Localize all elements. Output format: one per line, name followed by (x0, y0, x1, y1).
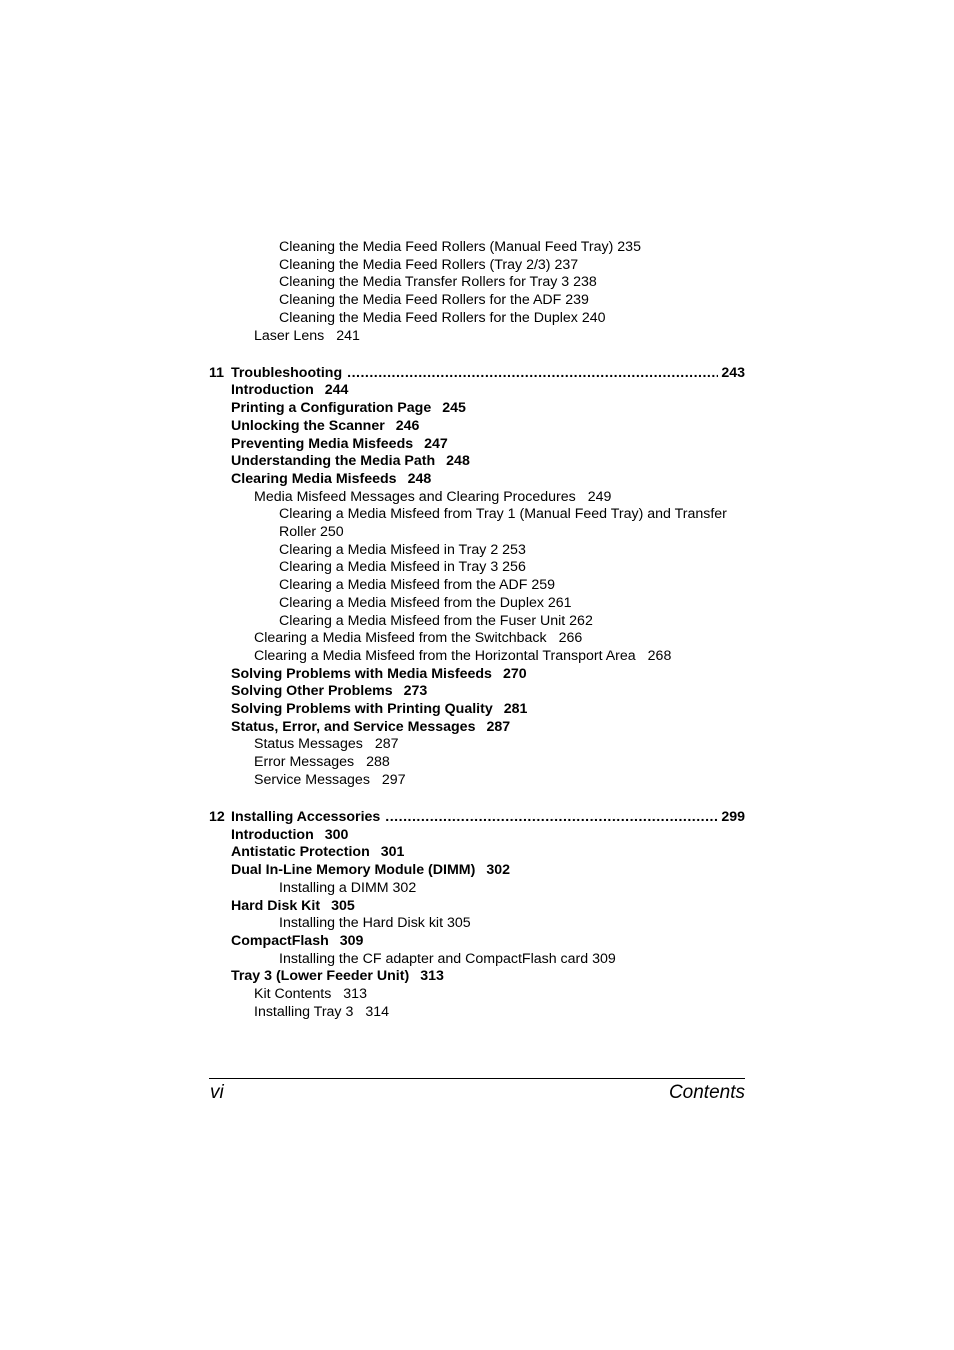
chapter-number: 12 (209, 809, 225, 825)
toc-entry-level-3[interactable] (279, 524, 344, 541)
toc-entry-title: Cleaning the Media Transfer Rollers for Tray 3 238 (279, 274, 597, 291)
toc-entry-page: 273 (403, 683, 428, 700)
toc-entry-level-3[interactable] (279, 595, 572, 612)
toc-entry-title: Cleaning the Media Feed Rollers (Tray 2/3) 237 (279, 256, 579, 273)
toc-entry-level-3[interactable] (279, 542, 526, 559)
footer-rule (209, 1078, 745, 1079)
toc-entry-page: 270 (502, 665, 527, 682)
toc-chapter-heading[interactable] (209, 365, 745, 382)
toc-entry-level-3[interactable] (279, 915, 471, 932)
toc-entry-level-2[interactable] (254, 736, 399, 753)
toc-entry-level-3[interactable] (279, 613, 593, 630)
toc-entry-page: 248 (407, 470, 432, 487)
toc-entry-title: Clearing a Media Misfeed in Tray 2 253 (279, 541, 526, 558)
toc-entry-title: CompactFlash (231, 932, 329, 949)
toc-entry-title: Roller 250 (279, 524, 344, 540)
toc-entry-level-3[interactable] (279, 577, 555, 594)
toc-entry-level-2[interactable] (254, 630, 582, 647)
toc-entry-page: 302 (486, 862, 511, 879)
toc-entry-page: 313 (420, 968, 444, 985)
toc-entry-level-3[interactable] (279, 880, 416, 897)
toc-entry-title: Installing Tray 3 (254, 1003, 354, 1020)
dot-leader (385, 809, 718, 826)
footer-page-number: vi (210, 1082, 224, 1103)
toc-entry-title: Clearing a Media Misfeed from the Duplex 261 (279, 594, 572, 611)
toc-entry-level-1[interactable] (231, 968, 444, 985)
chapter-number: 11 (209, 364, 224, 381)
toc-entry-title: Introduction (231, 826, 314, 843)
toc-entry-title: Clearing Media Misfeeds (231, 470, 397, 487)
toc-entry-title: Clearing a Media Misfeed from the Fuser Unit 262 (279, 612, 593, 629)
toc-entry-title: Installing the CF adapter and CompactFlash card 309 (279, 950, 616, 967)
chapter-title: Installing Accessories (231, 809, 381, 825)
toc-entry-title: Clearing a Media Misfeed from the Horizontal Transport Area (254, 647, 636, 664)
toc-entry-page: 313 (343, 986, 367, 1002)
toc-entry-level-1[interactable] (231, 666, 527, 683)
toc-entry-level-2[interactable] (254, 754, 390, 771)
toc-entry-level-1[interactable] (231, 400, 466, 417)
toc-entry-page: 268 (647, 647, 672, 664)
toc-entry-title: Installing the Hard Disk kit 305 (279, 915, 471, 932)
toc-entry-title: Clearing a Media Misfeed in Tray 3 256 (279, 559, 526, 576)
toc-entry-level-2[interactable] (254, 328, 360, 345)
toc-entry-title: Dual In-Line Memory Module (DIMM) (231, 862, 476, 879)
toc-entry-title: Antistatic Protection (231, 844, 370, 861)
toc-entry-level-3[interactable] (279, 257, 578, 274)
toc-entry-level-3[interactable] (279, 310, 606, 327)
toc-entry-level-2[interactable] (254, 986, 367, 1003)
toc-entry-title: Unlocking the Scanner (231, 417, 385, 434)
toc-entry-level-1[interactable] (231, 844, 404, 861)
toc-entry-title: Clearing a Media Misfeed from the Switchback (254, 630, 547, 647)
toc-entry-level-3[interactable] (279, 274, 597, 291)
toc-entry-page: 249 (587, 488, 612, 505)
toc-entry-level-3[interactable] (279, 559, 526, 576)
toc-entry-level-1[interactable] (231, 471, 431, 488)
toc-entry-title: Cleaning the Media Feed Rollers (Manual Feed Tray) 235 (279, 239, 641, 255)
toc-entry-level-1[interactable] (231, 827, 348, 844)
toc-entry-title: Cleaning the Media Feed Rollers for the ADF 239 (279, 292, 589, 309)
toc-entry-level-1[interactable] (231, 719, 510, 736)
toc-entry-page: 314 (365, 1003, 390, 1020)
toc-entry-page: 247 (424, 435, 448, 452)
toc-entry-title: Preventing Media Misfeeds (231, 435, 414, 452)
toc-entry-level-3[interactable] (279, 292, 589, 309)
toc-entry-title: Installing a DIMM 302 (279, 879, 417, 896)
toc-entry-page: 248 (446, 453, 470, 470)
toc-entry-level-1[interactable] (231, 933, 363, 950)
toc-entry-title: Status Messages (254, 736, 363, 753)
toc-entry-level-1[interactable] (231, 418, 419, 435)
toc-entry-page: 244 (324, 382, 349, 399)
toc-entry-level-2[interactable] (254, 489, 611, 506)
toc-entry-title: Printing a Configuration Page (231, 400, 432, 417)
toc-entry-level-1[interactable] (231, 898, 355, 915)
toc-entry-title: Status, Error, and Service Messages (231, 718, 476, 735)
toc-entry-page: 287 (374, 736, 399, 753)
toc-entry-level-2[interactable] (254, 648, 671, 665)
toc-entry-page: 287 (486, 718, 511, 735)
toc-entry-level-1[interactable] (231, 862, 510, 879)
footer-section-title: Contents (668, 1082, 745, 1103)
toc-entry-level-3[interactable] (279, 951, 616, 968)
chapter-page: 299 (721, 809, 745, 825)
toc-entry-level-1[interactable] (231, 683, 427, 700)
toc-entry-title: Understanding the Media Path (231, 453, 436, 470)
toc-entry-page: 241 (336, 327, 360, 344)
toc-entry-title: Solving Problems with Media Misfeeds (231, 665, 492, 682)
toc-entry-title: Error Messages (254, 754, 355, 771)
toc-entry-title: Hard Disk Kit (231, 897, 321, 914)
toc-entry-level-1[interactable] (231, 453, 470, 470)
toc-entry-title: Introduction (231, 382, 314, 399)
toc-entry-level-2[interactable] (254, 772, 406, 789)
chapter-page: 243 (721, 364, 745, 381)
toc-entry-title: Clearing a Media Misfeed from Tray 1 (Manual Feed Tray) and Transfer (279, 506, 727, 523)
toc-entry-level-1[interactable] (231, 436, 448, 453)
toc-entry-page: 301 (380, 844, 405, 861)
toc-entry-title: Laser Lens (254, 327, 325, 344)
toc-entry-page: 245 (442, 400, 466, 417)
toc-entry-level-3[interactable] (279, 506, 727, 523)
toc-entry-page: 305 (331, 897, 355, 914)
toc-entry-level-2[interactable] (254, 1004, 389, 1021)
toc-entry-title: Clearing a Media Misfeed from the ADF 259 (279, 577, 555, 594)
toc-entry-page: 266 (558, 630, 583, 647)
toc-entry-page: 281 (503, 701, 528, 717)
toc-entry-title: Tray 3 (Lower Feeder Unit) (231, 968, 410, 985)
toc-entry-title: Solving Problems with Printing Quality (231, 701, 493, 717)
toc-entry-title: Media Misfeed Messages and Clearing Procedures (254, 488, 576, 505)
toc-entry-page: 288 (366, 754, 390, 771)
toc-entry-page: 300 (324, 826, 349, 843)
toc-chapter-heading[interactable] (209, 809, 745, 826)
toc-entry-level-1[interactable] (231, 382, 348, 399)
toc-entry-title: Cleaning the Media Feed Rollers for the Duplex 240 (279, 309, 606, 326)
toc-entry-level-3[interactable] (279, 239, 641, 256)
toc-entry-title: Solving Other Problems (231, 683, 393, 700)
toc-entry-level-1[interactable] (231, 701, 527, 718)
dot-leader (347, 365, 718, 382)
toc-entry-page: 309 (339, 932, 364, 949)
toc-entry-title: Kit Contents (254, 986, 332, 1002)
toc-entry-title: Service Messages (254, 771, 370, 788)
toc-entry-page: 297 (381, 771, 406, 788)
chapter-title: Troubleshooting (231, 364, 343, 381)
toc-entry-page: 246 (395, 417, 420, 434)
